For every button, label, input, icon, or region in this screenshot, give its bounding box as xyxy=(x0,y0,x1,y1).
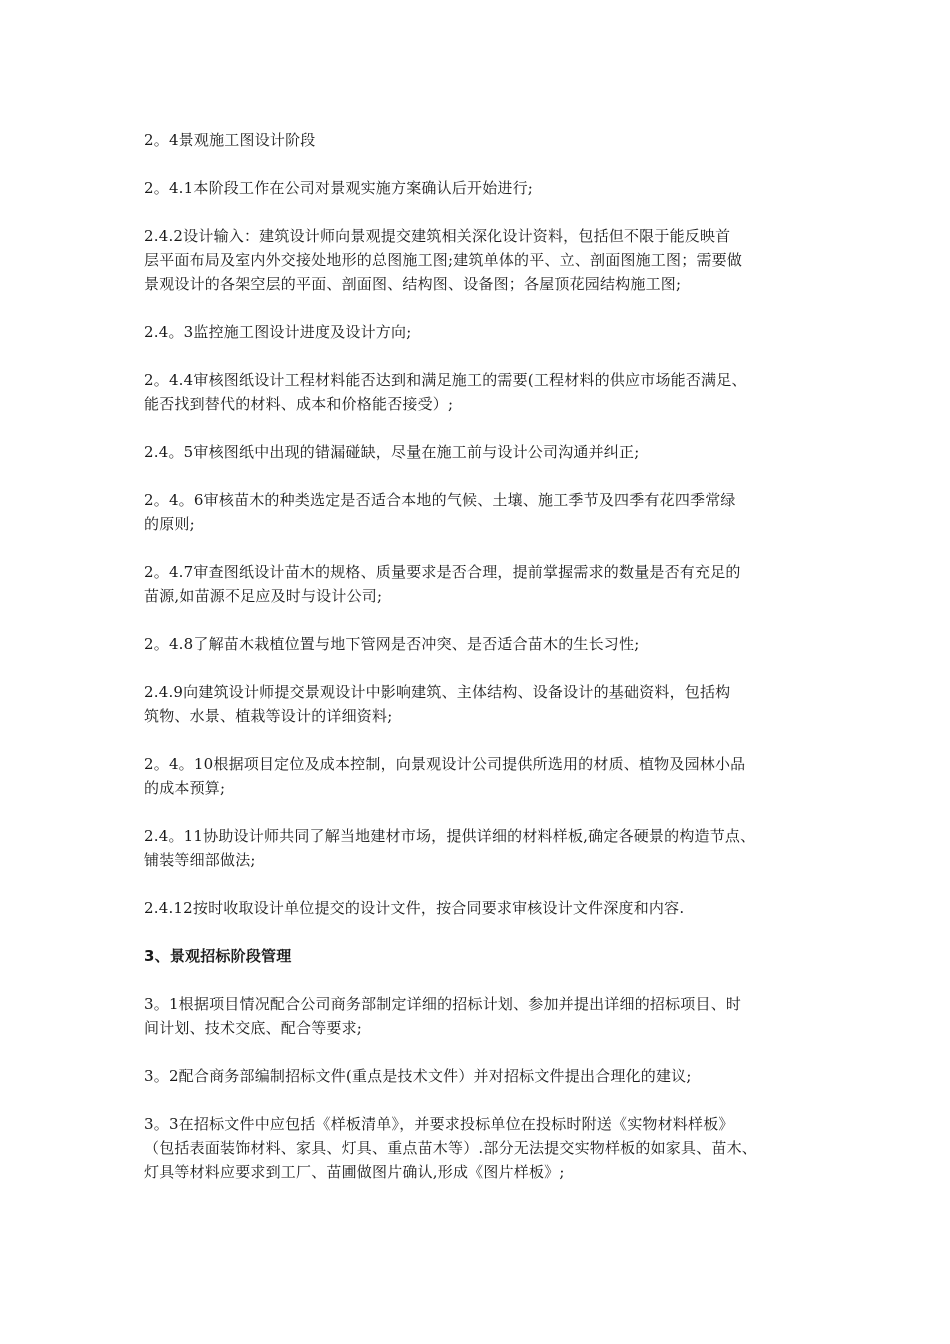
item-2-4-7: 2。4.7审查图纸设计苗木的规格、质量要求是否合理，提前掌握需求的数量是否有充足的 苗源,如苗源不足应及时与设计公司; xyxy=(144,563,741,605)
item-2-4-10: 2。4。10根据项目定位及成本控制，向景观设计公司提供所选用的材质、植物及园林小品 的成本预算; xyxy=(144,755,746,797)
item-2-4-2: 2.4.2设计输入：建筑设计师向景观提交建筑相关深化设计资料，包括但不限于能反映首 层平面布局及室内外交接处地形的总图施工图;建筑单体的平、立、剖面图施工图；需要做 景观设计的各架空层的平面、剖面图、结构图、设备图；各屋顶花园结构施工图; xyxy=(144,227,743,293)
document-page xyxy=(144,128,824,1208)
item-2-4-4: 2。4.4审核图纸设计工程材料能否达到和满足施工的需要(工程材料的供应市场能否满足、 能否找到替代的材料、成本和价格能否接受）; xyxy=(144,371,747,413)
section-3-heading: 3、景观招标阶段管理 xyxy=(144,947,292,965)
item-3-1: 3。1根据项目情况配合公司商务部制定详细的招标计划、参加并提出详细的招标项目、时 间计划、技术交底、配合等要求; xyxy=(144,995,742,1037)
item-2-4-11: 2.4。11协助设计师共同了解当地建材市场，提供详细的材料样板,确定各硬景的构造节点、 铺装等细部做法; xyxy=(144,827,756,869)
item-2-4-5: 2.4。5审核图纸中出现的错漏碰缺，尽量在施工前与设计公司沟通并纠正; xyxy=(144,443,640,461)
item-2-4-6: 2。4。6审核苗木的种类选定是否适合本地的气候、土壤、施工季节及四季有花四季常绿 的原则; xyxy=(144,491,736,533)
item-2-4-3: 2.4。3监控施工图设计进度及设计方向; xyxy=(144,323,412,341)
item-2-4-8: 2。4.8了解苗木栽植位置与地下管网是否冲突、是否适合苗木的生长习性; xyxy=(144,635,640,653)
item-3-2: 3。2配合商务部编制招标文件(重点是技术文件）并对招标文件提出合理化的建议; xyxy=(144,1067,692,1085)
item-2-4-1: 2。4.1本阶段工作在公司对景观实施方案确认后开始进行; xyxy=(144,179,534,197)
item-2-4-12: 2.4.12按时收取设计单位提交的设计文件，按合同要求审核设计文件深度和内容. xyxy=(144,899,685,917)
section-2-4-heading: 2。4景观施工图设计阶段 xyxy=(144,131,316,149)
item-2-4-9: 2.4.9向建筑设计师提交景观设计中影响建筑、主体结构、设备设计的基础资料，包括构 筑物、水景、植栽等设计的详细资料; xyxy=(144,683,731,725)
item-3-3: 3。3在招标文件中应包括《样板清单》，并要求投标单位在投标时附送《实物材料样板》 （包括表面装饰材料、家具、灯具、重点苗木等）.部分无法提交实物样板的如家具、苗木、 灯具等材料应要求到工厂、苗圃做图片确认,形成《图片样板》; xyxy=(144,1115,757,1181)
